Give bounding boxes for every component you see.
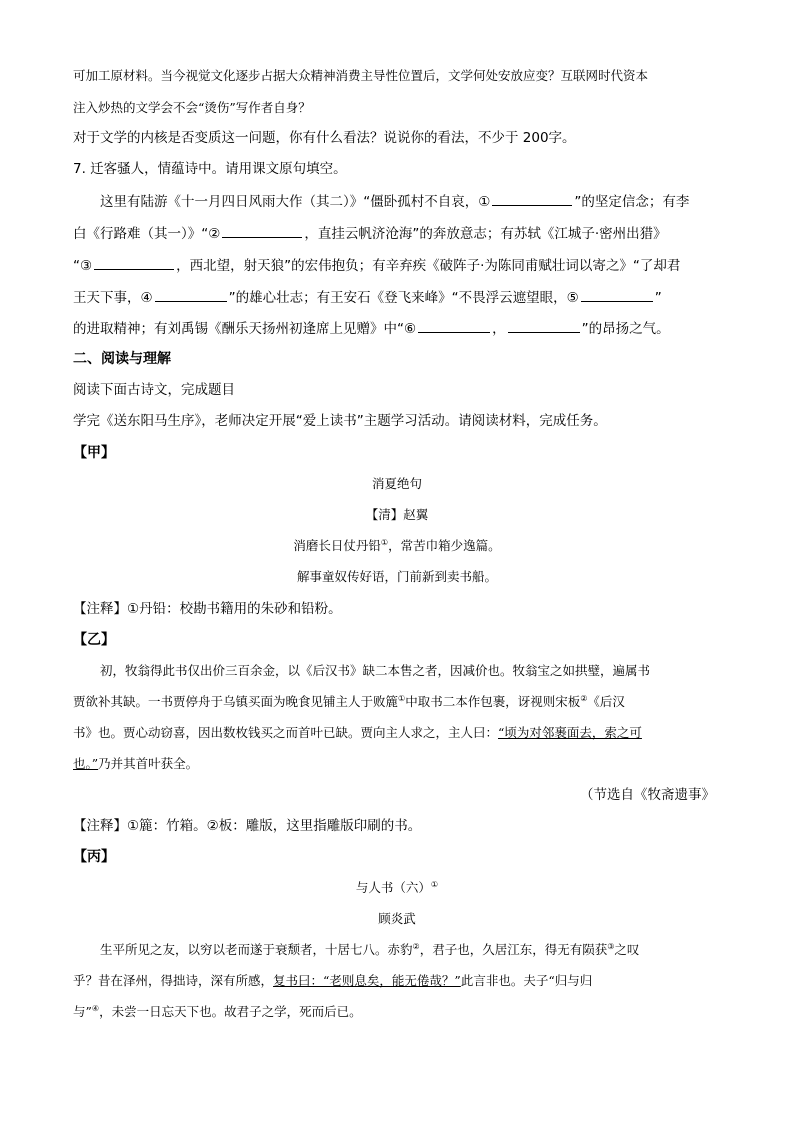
prompt-line: 对于文学的内核是否变质这一问题，你有什么看法？说说你的看法，不少于 200字。 xyxy=(73,130,576,146)
answer-blank-6a[interactable] xyxy=(418,318,490,333)
annotation: 【注释】①簏：竹箱。②板：雕版，这里指雕版印刷的书。 xyxy=(73,818,422,834)
fill-line: “③ ，西北望，射天狼”的宏伟抱负；有辛弃疾《破阵子·为陈同甫赋壮词以寄之》“了却君 xyxy=(73,255,680,276)
poem-line: 消磨长日仗丹铅①，常苦巾箱少逸篇。 xyxy=(293,537,501,553)
prose-line: 生平所见之友，以穷以老而遂于衰颓者，十居七八。赤豹②，君子也，久居江东，得无有陨获③之叹 xyxy=(100,941,640,957)
section-heading: 二、阅读与理解 xyxy=(73,351,171,367)
fill-line: 的进取精神；有刘禹锡《酬乐天扬州初逢席上见赠》中“⑥ ， ”的昂扬之气。 xyxy=(73,318,670,339)
prose-line: 与”④，未尝一日忘天下也。故君子之学，死而后已。 xyxy=(73,1003,362,1019)
prose-line: 乎？昔在泽州，得拙诗，深有所感，复书曰：“老则息矣，能无倦哉？”此言非也。夫子“归与归 xyxy=(73,973,593,988)
answer-blank-1[interactable] xyxy=(492,191,572,206)
prose-line: 初，牧翁得此书仅出价三百余金，以《后汉书》缺二本售之者，因减价也。牧翁宝之如拱璧，遍属书 xyxy=(100,663,651,678)
answer-blank-4[interactable] xyxy=(155,287,227,302)
paragraph-line: 可加工原材料。当今视觉文化逐步占据大众精神消费主导性位置后，文学何处安放应变？互联网时代资本 xyxy=(73,68,649,83)
question-7-title: 7. 迁客骚人，情蕴诗中。请用课文原句填空。 xyxy=(73,161,347,177)
letter-title: 与人书（六）① xyxy=(355,879,439,895)
material-label-yi: 【乙】 xyxy=(73,632,115,648)
prose-line: 也。”乃并其首叶获全。 xyxy=(73,756,199,771)
underlined-sentence: 复书曰：“老则息矣，能无倦哉？” xyxy=(273,973,461,988)
underlined-sentence: 也。” xyxy=(73,756,99,771)
source-citation: （节选自《牧斋遗事》 xyxy=(580,787,715,803)
answer-blank-2[interactable] xyxy=(222,223,302,238)
annotation: 【注释】①丹铅：校勘书籍用的朱砂和铅粉。 xyxy=(73,601,342,617)
poem-line: 解事童奴传好语，门前新到卖书船。 xyxy=(296,569,497,584)
poem-title: 消夏绝句 xyxy=(371,476,422,491)
instruction-line: 阅读下面古诗文，完成题目 xyxy=(73,382,235,398)
poem-author: 【清】赵翼 xyxy=(365,507,429,522)
answer-blank-6b[interactable] xyxy=(508,318,580,333)
material-label-jia: 【甲】 xyxy=(73,445,115,461)
fill-line: 这里有陆游《十一月四日风雨大作（其二）》“僵卧孤村不自哀，① ”的坚定信念；有李 xyxy=(100,191,689,212)
fill-line: 王天下事，④ ”的雄心壮志；有王安石《登飞来峰》“不畏浮云遮望眼，⑤ ” xyxy=(73,287,662,308)
answer-blank-3[interactable] xyxy=(94,255,174,270)
paragraph-line: 注入炒热的文学会不会“烫伤”写作者自身？ xyxy=(73,100,311,115)
prose-line: 贾欲补其缺。一书贾停舟于乌镇买面为晚食见铺主人于败簏①中取书二本作包裹，讶视则宋板②《后汉 xyxy=(73,693,625,709)
instruction-line: 学完《送东阳马生序》，老师决定开展“爱上读书”主题学习活动。请阅读材料，完成任务。 xyxy=(73,413,607,429)
fill-line: 白《行路难（其一）》“② ，直挂云帆济沧海”的奔放意志；有苏轼《江城子·密州出猎》 xyxy=(73,223,667,244)
answer-blank-5[interactable] xyxy=(581,287,653,302)
material-label-bing: 【丙】 xyxy=(73,849,115,865)
prose-line: 书》也。贾心动窃喜，因出数枚钱买之而首叶已缺。贾向主人求之，主人曰：“顷为对邻裹面去，索之可 xyxy=(73,725,642,740)
letter-author: 顾炎武 xyxy=(378,911,416,926)
underlined-sentence: “顷为对邻裹面去，索之可 xyxy=(498,725,642,740)
